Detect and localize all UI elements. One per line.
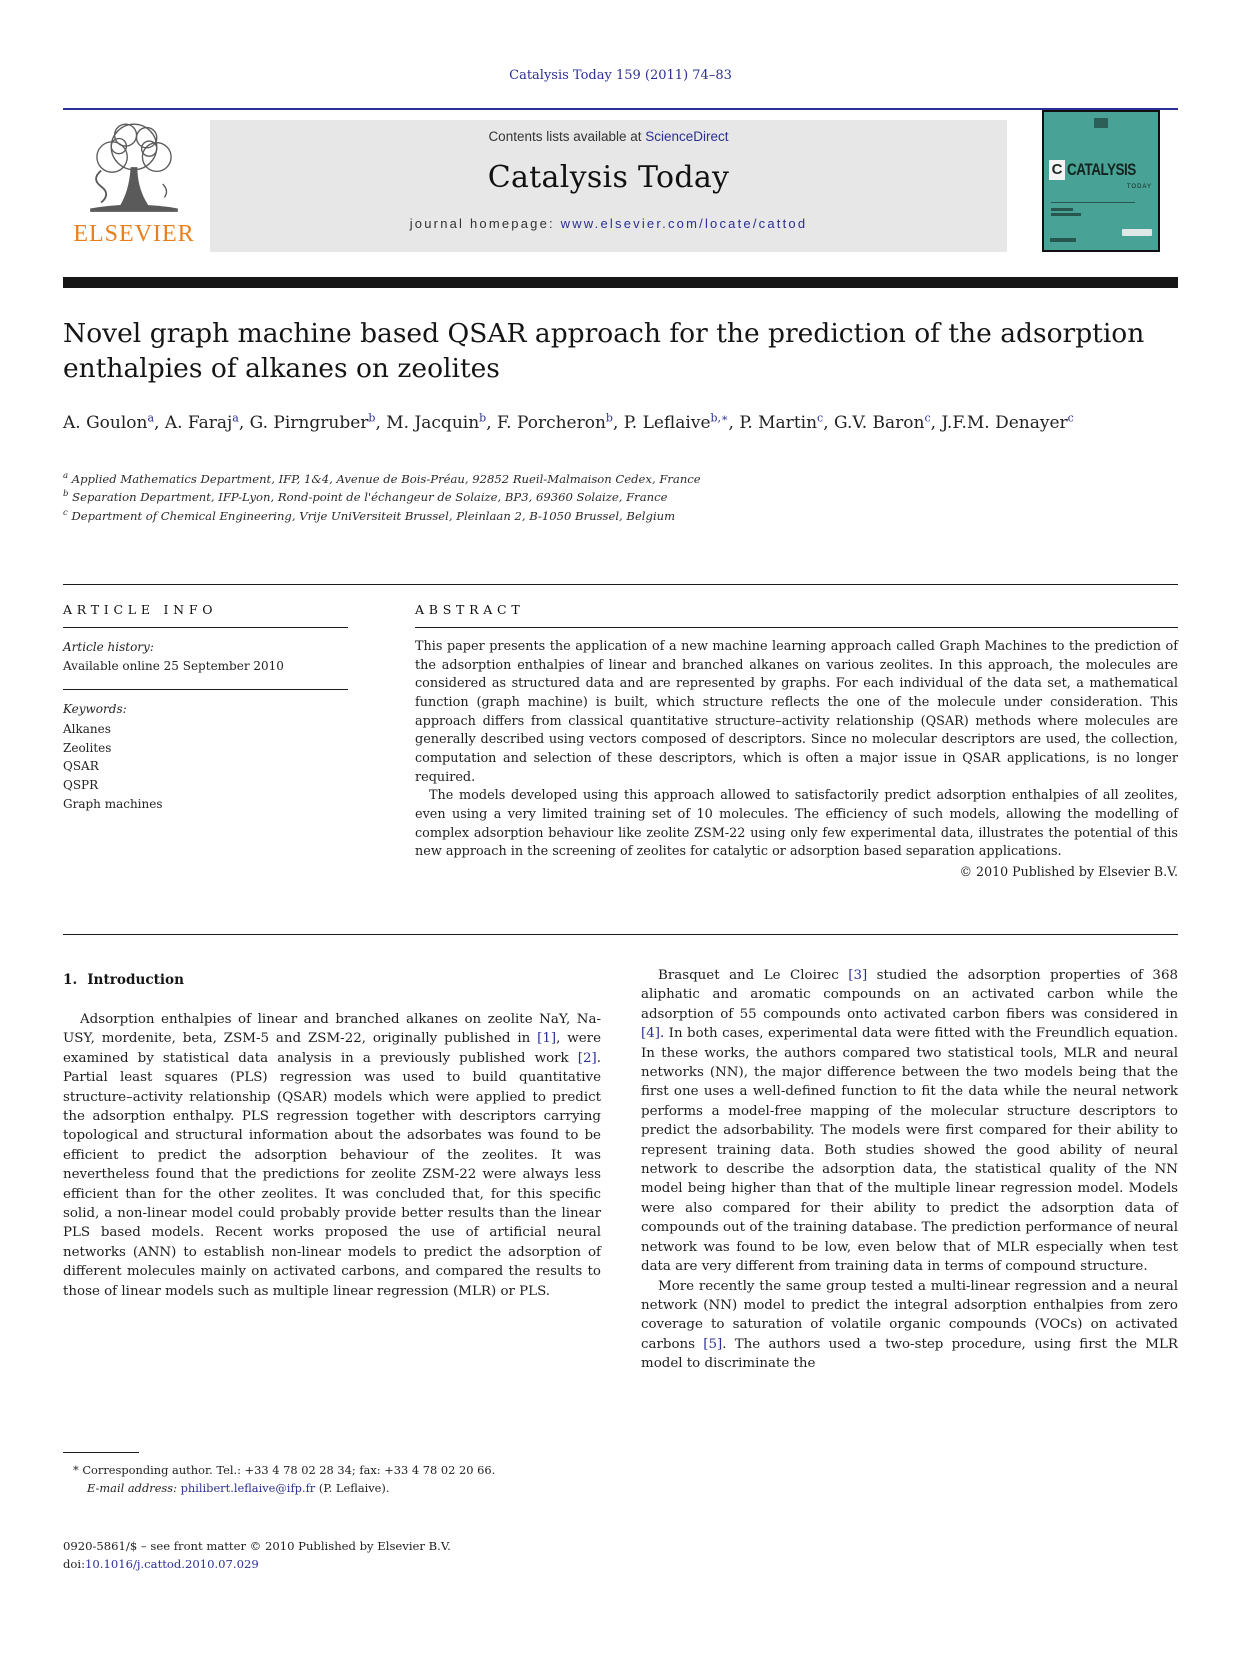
citation-ref[interactable]: [1] (537, 1031, 557, 1047)
citation-ref[interactable]: [5] (703, 1336, 723, 1352)
author (834, 413, 941, 433)
rule (63, 689, 348, 690)
footnote-marker: * (73, 1463, 79, 1477)
cover-title: CATALYSIS (1067, 160, 1136, 179)
section-number: 1. (63, 972, 78, 988)
keyword-item: Alkanes (63, 721, 111, 736)
author-name: A. Goulon (63, 412, 148, 433)
article-title: Novel graph machine based QSAR approach for the prediction of the adsorption enthalpies of alkanes on zeolites (63, 318, 1145, 385)
author-superscript: c (817, 411, 824, 424)
elsevier-wordmark: ELSEVIER (73, 221, 195, 247)
abstract-paragraph: The models developed using this approach allowed to satisfactorily predict adsorption enthalpies of all zeolites, even using a very limited training set of 10 molecules. The efficiency of such models, allowing the modelling of complex adsorption behaviour like zeolite ZSM-22 using only few experimental data, illustrates the potential of this new approach in the screening of zeolites for catalytic or adsorption based separation applications. (415, 788, 1178, 860)
doi-line (63, 1556, 601, 1574)
author (250, 413, 387, 433)
contents-line (210, 129, 1007, 144)
cover-decor-editors (1051, 208, 1073, 211)
author-separator: , (612, 412, 624, 433)
author-superscript: b (368, 411, 376, 424)
author-superscript: b (605, 411, 613, 424)
authors-line (63, 410, 1178, 435)
email-suffix: (P. Leflaive). (318, 1480, 390, 1495)
author-name: P. Martin (739, 412, 818, 433)
affiliation-superscript: a (63, 471, 69, 481)
author-superscript: a (147, 411, 155, 424)
keywords-list (63, 720, 348, 814)
cover-masthead (1049, 160, 1154, 180)
body-left-column (63, 966, 601, 1374)
journal-cover (1042, 110, 1160, 252)
body-paragraph: More recently the same group tested a multi-linear regression and a neural network (NN) model to predict the integral adsorption enthalpies from zero coverage to saturation of volatile organic compounds (VOCs) on activated carbons [5]. The authors used a two-step procedure, using first the MLR model to discriminate the (641, 1278, 1178, 1372)
article-info-column (63, 598, 348, 879)
footnote-text: Corresponding author. Tel.: +33 4 78 02 28 34; fax: +33 4 78 02 20 66. (82, 1463, 496, 1477)
rule (415, 627, 1178, 628)
homepage-line (210, 216, 1007, 231)
info-abstract-section (63, 598, 1178, 879)
author-name: P. Leflaive (623, 412, 711, 433)
publisher-identifiers (63, 1538, 601, 1574)
rule (63, 627, 348, 628)
author-name: F. Porcheron (497, 412, 606, 433)
abstract-paragraph: This paper presents the application of a new machine learning approach called Graph Machines to the prediction of the adsorption enthalpies of linear and branched alkanes on various zeolites. In this approach, the molecules are considered as structured data and are represented by graphs. For each individual of the data set, a mathematical function (graph machine) is built, which structure reflects the one of the molecule under consideration. This approach differs from classical quantitative structure–activity relationship (QSAR) methods where molecules are generally described using vectors composed of descriptors. Since no molecular descriptors are used, the collection, computation and selection of these descriptors, which is often a major issue in QSAR applications, is no longer required. (415, 639, 1178, 785)
keyword-item: Graph machines (63, 796, 163, 811)
cover-decor-footer (1050, 238, 1076, 242)
article-history-label: Article history: (63, 640, 154, 654)
author-superscript: a (232, 411, 239, 424)
citation-ref[interactable]: [2] (577, 1050, 597, 1066)
doi-link[interactable]: 10.1016/j.cattod.2010.07.029 (85, 1556, 259, 1571)
section-heading-introduction (63, 972, 601, 988)
author-superscript: c (924, 411, 931, 424)
affiliation-superscript: b (63, 489, 69, 500)
journal-reference: Catalysis Today 159 (2011) 74–83 (509, 68, 732, 83)
keyword-item: QSAR (63, 759, 99, 774)
author (497, 413, 624, 433)
author-superscript: c (1067, 411, 1074, 424)
homepage-link[interactable]: www.elsevier.com/locate/cattod (560, 216, 808, 231)
author (386, 413, 497, 433)
author-separator: , (238, 412, 250, 433)
elsevier-tree-icon (63, 116, 205, 220)
author (165, 413, 250, 433)
doi-label: doi: (63, 1556, 86, 1571)
affiliation-item (63, 488, 1178, 506)
author-superscript: b,∗ (710, 411, 729, 424)
affiliation-text: Applied Mathematics Department, IFP, 1&4, Avenue de Bois-Préau, 92852 Rueil-Malmaison Cedex, France (71, 471, 701, 486)
keywords-label: Keywords: (63, 702, 127, 717)
author-name: G.V. Baron (834, 412, 925, 433)
author (63, 413, 165, 433)
author (941, 413, 1073, 433)
contents-prefix: Contents lists available at (488, 129, 646, 144)
section-title: Introduction (87, 972, 185, 988)
affiliation-item (63, 470, 1178, 488)
author-separator: , (154, 412, 165, 433)
body-right-column (641, 966, 1178, 1374)
author (739, 413, 834, 433)
affiliation-item (63, 507, 1178, 525)
email-link[interactable]: philibert.leflaive@ifp.fr (180, 1480, 316, 1495)
author-name: A. Faraj (164, 412, 233, 433)
abstract-heading: ABSTRACT (415, 602, 525, 617)
email-label: E-mail address: (87, 1480, 177, 1495)
email-line (63, 1480, 601, 1498)
journal-banner (210, 120, 1007, 252)
cover-sciencedirect-badge (1122, 229, 1152, 236)
author-separator: , (823, 412, 835, 433)
article-info-heading: ARTICLE INFO (63, 602, 218, 617)
author-superscript: b (479, 411, 487, 424)
footnote (63, 1452, 601, 1497)
keyword-item: QSPR (63, 777, 99, 792)
body-paragraph: Brasquet and Le Cloirec [3] studied the adsorption properties of 368 aliphatic and aromatic compounds on an activated carbon while the adsorption of 55 compounds onto activated carbon fibers was considered in [4]. In both cases, experimental data were fitted with the Freundlich equation. In these works, the authors compared two statistical tools, MLR and neural networks (NN), the major difference between the two models being that the first one uses a well-defined function to fit the data while the neural network performs a model-free mapping of the molecular structure descriptors to predict the adsorbability. The models were first compared for their ability to represent training data. Both studies showed the good ability of neural network to describe the adsorption data, the statistical quality of the NN model being higher than that of the multiple linear regression model. Models were also compared for their ability to predict the adsorption data of compounds out of the training database. The prediction performance of neural network was found to be low, even below that of MLR especially when test data are very different from training data in terms of compound structure. (641, 968, 1178, 1275)
homepage-prefix: journal homepage: (409, 216, 561, 231)
body-paragraph: Adsorption enthalpies of linear and branched alkanes on zeolite NaY, Na-USY, mordenite, beta, ZSM-5 and ZSM-22, originally published in [1], were examined by statistical data analysis in a previously published work [2]. Partial least squares (PLS) regression was used to build quantitative structure–activity relationship (QSAR) models which were applied to predict the adsorption enthalpy. PLS regression together with descriptors carrying topological and structural information about the adsorbates was found to be efficient to predict the adsorption behaviour of the zeolites. It was nevertheless found that the predictions for zeolite ZSM-22 were always less efficient than for the other zeolites. It was concluded that, for this specific solid, a non-linear model could probably provide better results than the linear PLS based models. Recent works proposed the use of artificial neural networks (ANN) to establish non-linear models to predict the adsorption of different molecules mainly on activated carbons, and compared the results to those of linear models such as multiple linear regression (MLR) or PLS. (63, 1012, 601, 1299)
info-top-rule (63, 584, 1178, 585)
abstract-copyright: © 2010 Published by Elsevier B.V. (959, 864, 1178, 880)
citation-ref[interactable]: [4] (641, 1026, 660, 1042)
author (624, 413, 740, 433)
issn-line: 0920-5861/$ – see front matter © 2010 Published by Elsevier B.V. (63, 1539, 451, 1553)
citation-ref[interactable]: [3] (848, 968, 868, 983)
journal-title: Catalysis Today (487, 160, 730, 195)
cover-decor-line (1051, 202, 1135, 203)
author-name: M. Jacquin (386, 412, 480, 433)
abstract-column (415, 598, 1178, 879)
cover-decor-editors (1051, 213, 1081, 216)
sciencedirect-link[interactable]: ScienceDirect (645, 129, 729, 144)
elsevier-logo (63, 116, 205, 256)
header-rule (63, 108, 1178, 110)
cover-logo: C (1049, 160, 1065, 180)
corresponding-author-note (63, 1462, 601, 1480)
affiliation-superscript: c (63, 507, 68, 518)
author-separator: , (375, 412, 387, 433)
article-history-value: Available online 25 September 2010 (63, 658, 284, 673)
affiliation-text: Separation Department, IFP-Lyon, Rond-point de l'échangeur de Solaize, BP3, 69360 Solaize, France (72, 490, 668, 505)
affiliations (63, 470, 1178, 525)
footnote-rule (63, 1452, 139, 1453)
info-bottom-rule (63, 934, 1178, 935)
divider-bar (63, 277, 1178, 288)
author-name: G. Pirngruber (249, 412, 369, 433)
cover-subtitle: TODAY (1126, 184, 1152, 190)
author-separator: , (930, 412, 942, 433)
author-name: J.F.M. Denayer (941, 412, 1068, 433)
keyword-item: Zeolites (63, 740, 112, 755)
cover-issn-block (1094, 118, 1108, 128)
body-columns (63, 966, 1178, 1374)
affiliation-text: Department of Chemical Engineering, Vrije UniVersiteit Brussel, Pleinlaan 2, B-1050 Brussel, Belgium (71, 508, 676, 523)
author-separator: , (486, 412, 498, 433)
author-separator: , (728, 412, 740, 433)
